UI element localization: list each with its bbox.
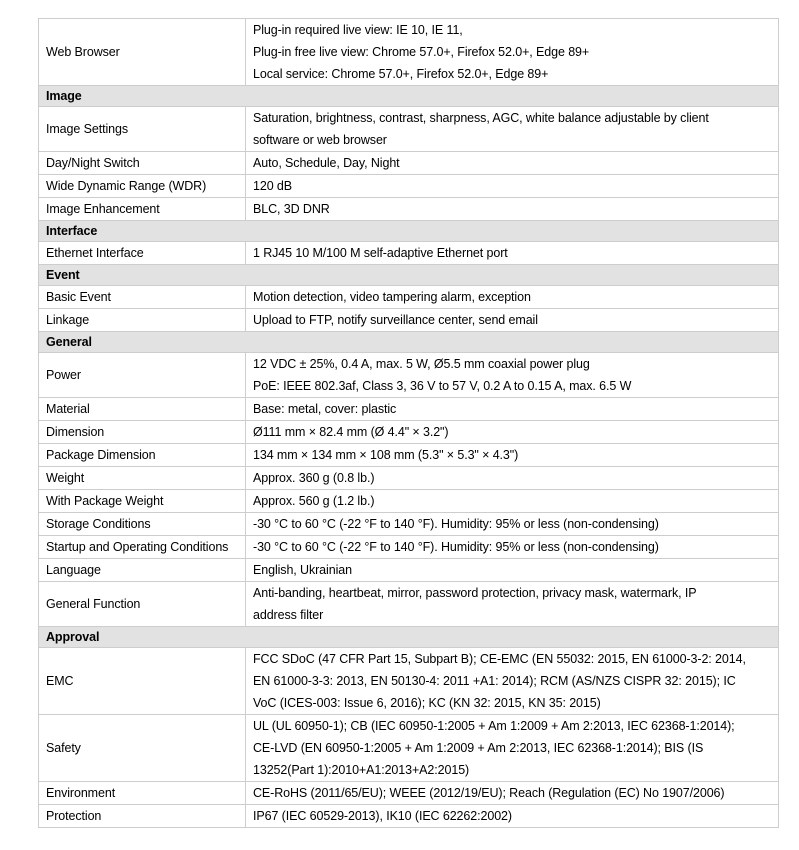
spec-label: Day/Night Switch [39, 152, 246, 175]
spec-value-line: Approx. 560 g (1.2 lb.) [253, 494, 375, 508]
spec-value-line: Auto, Schedule, Day, Night [253, 156, 400, 170]
spec-value [246, 398, 779, 421]
spec-value [246, 582, 779, 627]
spec-value-line: address filter [253, 608, 324, 622]
spec-value-line: VoC (ICES-003: Issue 6, 2016); KC (KN 32: 2015, KN 35: 2015) [253, 696, 601, 710]
spec-value-line: Motion detection, video tampering alarm, exception [253, 290, 531, 304]
spec-value-line: Plug-in free live view: Chrome 57.0+, Firefox 52.0+, Edge 89+ [253, 45, 590, 59]
spec-row [39, 398, 779, 421]
specification-table-body [39, 19, 779, 828]
spec-value-line: 120 dB [253, 179, 293, 193]
spec-row [39, 286, 779, 309]
spec-label: EMC [39, 648, 246, 715]
spec-label: With Package Weight [39, 490, 246, 513]
spec-value-line: English, Ukrainian [253, 563, 352, 577]
spec-row [39, 513, 779, 536]
spec-value [246, 286, 779, 309]
spec-label: Protection [39, 805, 246, 828]
spec-label: Image Enhancement [39, 198, 246, 221]
specification-table [38, 18, 779, 828]
spec-value [246, 198, 779, 221]
spec-value [246, 782, 779, 805]
spec-label: Wide Dynamic Range (WDR) [39, 175, 246, 198]
spec-value-line: Base: metal, cover: plastic [253, 402, 397, 416]
spec-value-line: IP67 (IEC 60529-2013), IK10 (IEC 62262:2002) [253, 809, 512, 823]
spec-value [246, 444, 779, 467]
spec-value-line: Ø111 mm × 82.4 mm (Ø 4.4" × 3.2") [253, 425, 449, 439]
spec-value-line: Plug-in required live view: IE 10, IE 11, [253, 23, 463, 37]
section-header-label: Interface [39, 221, 779, 242]
spec-label: Image Settings [39, 107, 246, 152]
spec-value [246, 309, 779, 332]
spec-value [246, 490, 779, 513]
spec-value [246, 421, 779, 444]
spec-value [246, 513, 779, 536]
spec-value-line: Anti-banding, heartbeat, mirror, password protection, privacy mask, watermark, IP [253, 586, 697, 600]
spec-label: Language [39, 559, 246, 582]
spec-row [39, 536, 779, 559]
spec-row [39, 444, 779, 467]
spec-value-line: 13252(Part 1):2010+A1:2013+A2:2015) [253, 763, 470, 777]
spec-value [246, 152, 779, 175]
spec-row [39, 421, 779, 444]
spec-value [246, 107, 779, 152]
spec-value-line: 12 VDC ± 25%, 0.4 A, max. 5 W, Ø5.5 mm coaxial power plug [253, 357, 590, 371]
spec-value [246, 353, 779, 398]
spec-value-line: Upload to FTP, notify surveillance center, send email [253, 313, 538, 327]
spec-label: Basic Event [39, 286, 246, 309]
spec-value [246, 715, 779, 782]
spec-label: Ethernet Interface [39, 242, 246, 265]
spec-value [246, 467, 779, 490]
spec-label: Weight [39, 467, 246, 490]
section-header-label: Approval [39, 627, 779, 648]
spec-label: Package Dimension [39, 444, 246, 467]
spec-label: General Function [39, 582, 246, 627]
spec-row [39, 152, 779, 175]
spec-value-line: UL (UL 60950-1); CB (IEC 60950-1:2005 + Am 1:2009 + Am 2:2013, IEC 62368-1:2014); [253, 719, 735, 733]
spec-label: Dimension [39, 421, 246, 444]
spec-value [246, 559, 779, 582]
spec-value [246, 175, 779, 198]
section-header-row [39, 265, 779, 286]
spec-value [246, 536, 779, 559]
spec-value-line: CE-LVD (EN 60950-1:2005 + Am 1:2009 + Am 2:2013, IEC 62368-1:2014); BIS (IS [253, 741, 704, 755]
spec-value [246, 805, 779, 828]
spec-row [39, 490, 779, 513]
section-header-row [39, 627, 779, 648]
spec-value-line: software or web browser [253, 133, 387, 147]
spec-value-line: PoE: IEEE 802.3af, Class 3, 36 V to 57 V, 0.2 A to 0.15 A, max. 6.5 W [253, 379, 632, 393]
section-header-row [39, 332, 779, 353]
spec-value [246, 648, 779, 715]
section-header-label: Image [39, 86, 779, 107]
spec-value-line: -30 °C to 60 °C (-22 °F to 140 °F). Humidity: 95% or less (non-condensing) [253, 517, 659, 531]
spec-row [39, 467, 779, 490]
section-header-label: Event [39, 265, 779, 286]
spec-row [39, 19, 779, 86]
spec-value-line: Approx. 360 g (0.8 lb.) [253, 471, 375, 485]
spec-row [39, 198, 779, 221]
spec-row [39, 648, 779, 715]
spec-value-line: EN 61000-3-3: 2013, EN 50130-4: 2011 +A1: 2014); RCM (AS/NZS CISPR 32: 2015); IC [253, 674, 736, 688]
spec-label: Web Browser [39, 19, 246, 86]
spec-value-line: -30 °C to 60 °C (-22 °F to 140 °F). Humidity: 95% or less (non-condensing) [253, 540, 659, 554]
spec-label: Storage Conditions [39, 513, 246, 536]
spec-row [39, 782, 779, 805]
spec-value-line: 134 mm × 134 mm × 108 mm (5.3" × 5.3" × 4.3") [253, 448, 519, 462]
spec-value-line: FCC SDoC (47 CFR Part 15, Subpart B); CE-EMC (EN 55032: 2015, EN 61000-3-2: 2014, [253, 652, 746, 666]
spec-label: Material [39, 398, 246, 421]
section-header-row [39, 86, 779, 107]
spec-label: Startup and Operating Conditions [39, 536, 246, 559]
spec-value-line: CE-RoHS (2011/65/EU); WEEE (2012/19/EU); Reach (Regulation (EC) No 1907/2006) [253, 786, 725, 800]
spec-row [39, 559, 779, 582]
spec-value [246, 19, 779, 86]
spec-value-line: Saturation, brightness, contrast, sharpness, AGC, white balance adjustable by client [253, 111, 709, 125]
spec-row [39, 175, 779, 198]
spec-row [39, 242, 779, 265]
spec-label: Power [39, 353, 246, 398]
section-header-label: General [39, 332, 779, 353]
spec-value-line: 1 RJ45 10 M/100 M self-adaptive Ethernet port [253, 246, 508, 260]
spec-value-line: Local service: Chrome 57.0+, Firefox 52.0+, Edge 89+ [253, 67, 549, 81]
spec-value-line: BLC, 3D DNR [253, 202, 330, 216]
section-header-row [39, 221, 779, 242]
spec-value [246, 242, 779, 265]
spec-row [39, 715, 779, 782]
spec-row [39, 582, 779, 627]
spec-label: Safety [39, 715, 246, 782]
spec-row [39, 107, 779, 152]
spec-label: Linkage [39, 309, 246, 332]
spec-row [39, 805, 779, 828]
spec-row [39, 353, 779, 398]
spec-row [39, 309, 779, 332]
spec-label: Environment [39, 782, 246, 805]
